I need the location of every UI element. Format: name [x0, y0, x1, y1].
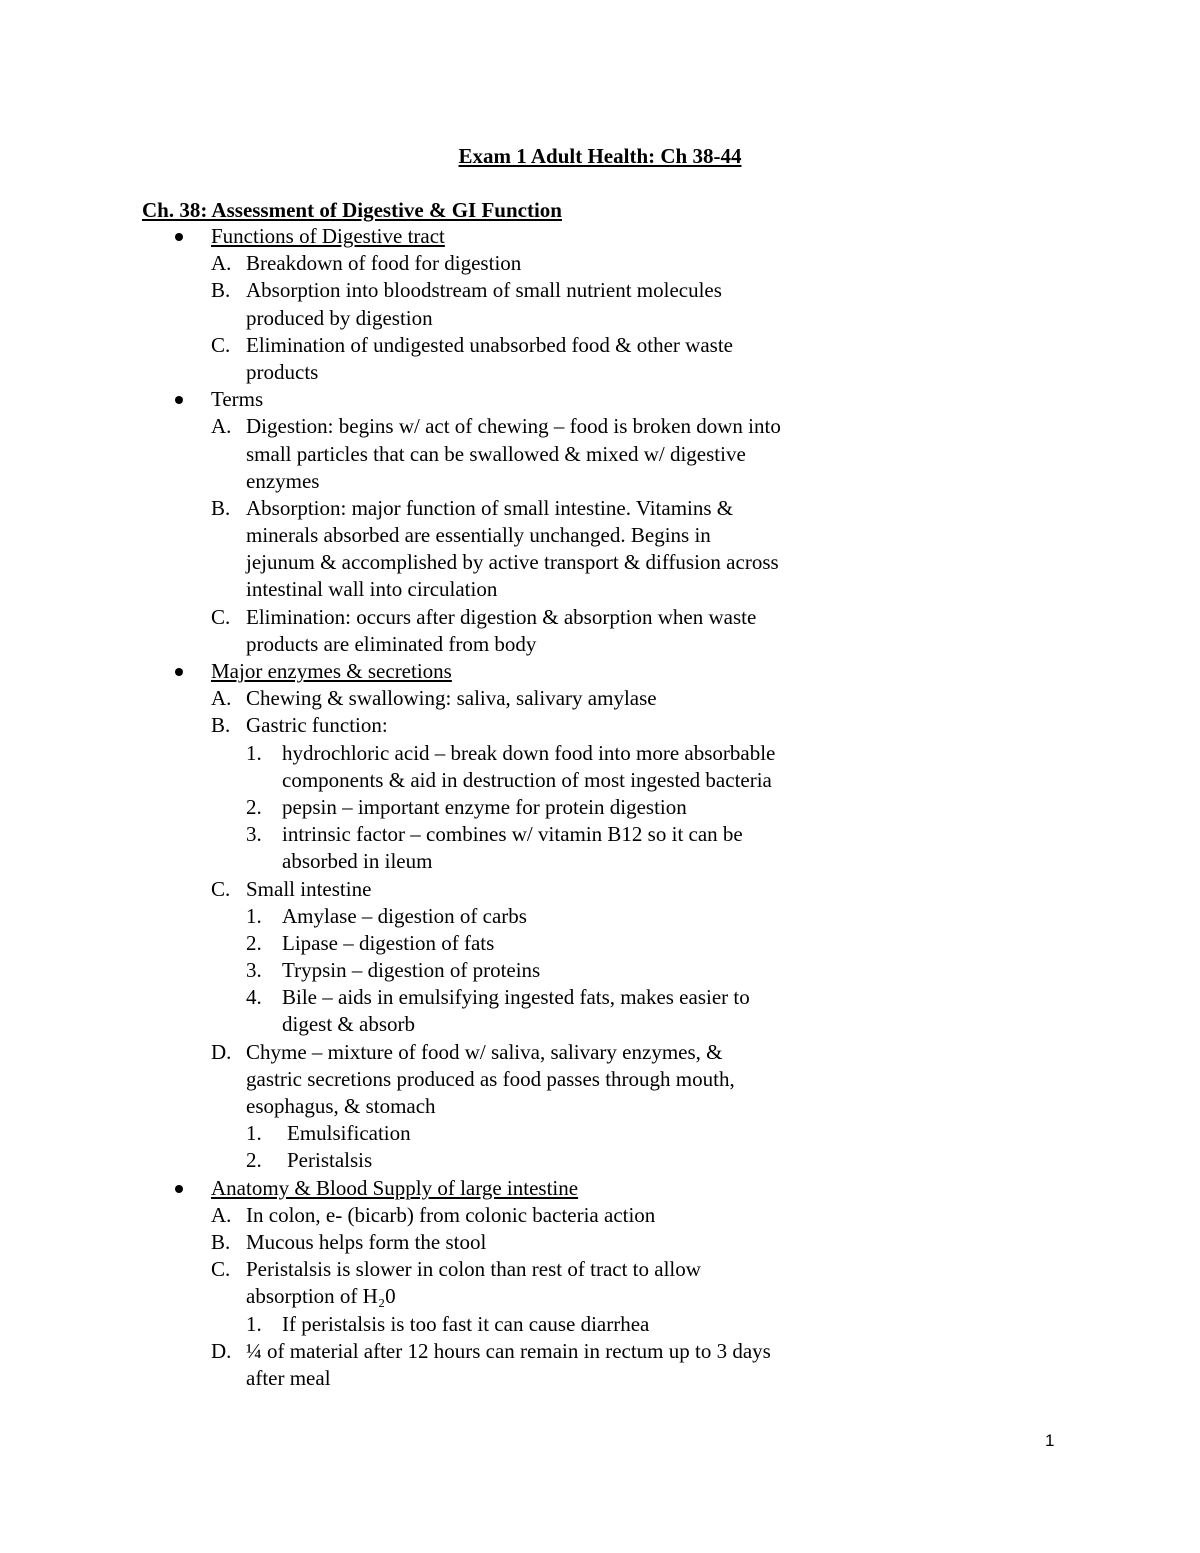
- outline-line: [0, 441, 1200, 468]
- item-text: jejunum & accomplished by active transport & diffusion across: [246, 550, 779, 575]
- outline-line: [0, 1202, 1200, 1229]
- item-marker: A.: [211, 1202, 232, 1227]
- item-marker: B.: [211, 1229, 231, 1254]
- subitem-marker: 4.: [246, 985, 262, 1010]
- bullet-icon: [175, 233, 183, 241]
- item-text: products are eliminated from body: [246, 631, 537, 656]
- subitem-text: intrinsic factor – combines w/ vitamin B12 so it can be: [282, 822, 743, 847]
- item-text: intestinal wall into circulation: [246, 577, 498, 602]
- outline-line: [0, 576, 1200, 603]
- item-text: products: [246, 359, 319, 384]
- outline-line: [0, 821, 1200, 848]
- outline-line: [0, 1311, 1200, 1338]
- outline-line: [0, 522, 1200, 549]
- outline-line: [0, 984, 1200, 1011]
- item-marker: C.: [211, 1257, 231, 1282]
- subitem-text: hydrochloric acid – break down food into more absorbable: [282, 740, 776, 765]
- item-marker: D.: [211, 1338, 232, 1363]
- chapter-heading: Ch. 38: Assessment of Digestive & GI Function: [142, 198, 562, 222]
- item-text: Chyme – mixture of food w/ saliva, salivary enzymes, &: [246, 1039, 723, 1064]
- outline-line: [0, 957, 1200, 984]
- item-text: absorption of H₂0: [246, 1284, 396, 1309]
- item-marker: B.: [211, 278, 231, 303]
- item-text: Elimination: occurs after digestion & absorption when waste: [246, 604, 757, 629]
- outline-line: [0, 413, 1200, 440]
- item-marker: B.: [211, 495, 231, 520]
- item-text: Gastric function:: [246, 713, 388, 738]
- item-marker: A.: [211, 686, 232, 711]
- outline-line: [0, 848, 1200, 875]
- section-heading: Anatomy & Blood Supply of large intestine: [211, 1175, 579, 1200]
- outline-line: [0, 930, 1200, 957]
- outline-line: [0, 1066, 1200, 1093]
- subitem-text: absorbed in ileum: [282, 849, 433, 874]
- outline-line: [0, 250, 1200, 277]
- item-marker: A.: [211, 414, 232, 439]
- subitem-marker: 1.: [246, 1121, 262, 1146]
- subitem-text: Lipase – digestion of fats: [282, 930, 495, 955]
- outline-line: [0, 549, 1200, 576]
- item-marker: C.: [211, 876, 231, 901]
- item-text: Peristalsis is slower in colon than rest of tract to allow: [246, 1257, 701, 1282]
- item-text: ¼ of material after 12 hours can remain in rectum up to 3 days: [246, 1338, 771, 1363]
- document-title: Exam 1 Adult Health: Ch 38-44: [458, 144, 742, 168]
- item-text: Digestion: begins w/ act of chewing – food is broken down into: [246, 414, 781, 439]
- item-text: Absorption: major function of small intestine. Vitamins &: [246, 495, 734, 520]
- item-text: small particles that can be swallowed & mixed w/ digestive: [246, 441, 746, 466]
- subitem-text: digest & absorb: [282, 1012, 415, 1037]
- bullet-icon: [175, 1185, 183, 1193]
- section-line: [0, 223, 1200, 250]
- subitem-text: Emulsification: [287, 1121, 411, 1146]
- subitem-marker: 1.: [246, 903, 262, 928]
- section-heading: Terms: [211, 387, 264, 412]
- outline-line: [0, 305, 1200, 332]
- item-text: Elimination of undigested unabsorbed food & other waste: [246, 332, 733, 357]
- section-line: [0, 1175, 1200, 1202]
- subitem-marker: 3.: [246, 822, 262, 847]
- section-heading: Functions of Digestive tract: [211, 224, 445, 248]
- item-marker: B.: [211, 713, 231, 738]
- outline-line: [0, 495, 1200, 522]
- item-text: produced by digestion: [246, 305, 433, 330]
- item-marker: C.: [211, 604, 231, 629]
- item-text: esophagus, & stomach: [246, 1094, 436, 1118]
- item-text: after meal: [246, 1365, 331, 1390]
- section-heading: Major enzymes & secretions: [211, 659, 452, 683]
- subitem-marker: 2.: [246, 930, 262, 955]
- item-marker: C.: [211, 332, 231, 357]
- item-text: enzymes: [246, 468, 320, 493]
- outline-line: [0, 604, 1200, 631]
- outline-line: [0, 1283, 1200, 1310]
- outline-body: [0, 223, 1200, 1392]
- item-marker: D.: [211, 1039, 232, 1064]
- item-text: In colon, e- (bicarb) from colonic bacteria action: [246, 1202, 656, 1227]
- item-text: Breakdown of food for digestion: [246, 251, 522, 276]
- subitem-text: If peristalsis is too fast it can cause diarrhea: [282, 1311, 650, 1336]
- section-line: [0, 658, 1200, 685]
- section-line: [0, 386, 1200, 413]
- outline-line: [0, 1365, 1200, 1392]
- item-text: Absorption into bloodstream of small nutrient molecules: [246, 278, 722, 303]
- bullet-icon: [175, 668, 183, 676]
- item-text: minerals absorbed are essentially unchanged. Begins in: [246, 523, 711, 548]
- subitem-marker: 1.: [246, 1311, 262, 1336]
- outline-line: [0, 767, 1200, 794]
- item-text: Small intestine: [246, 876, 372, 901]
- outline-line: [0, 1229, 1200, 1256]
- subitem-text: Amylase – digestion of carbs: [282, 903, 527, 928]
- outline-line: [0, 685, 1200, 712]
- outline-line: [0, 631, 1200, 658]
- outline-line: [0, 1011, 1200, 1038]
- bullet-icon: [175, 396, 183, 404]
- subitem-text: pepsin – important enzyme for protein digestion: [282, 794, 687, 819]
- subitem-marker: 2.: [246, 794, 262, 819]
- outline-line: [0, 712, 1200, 739]
- outline-line: [0, 740, 1200, 767]
- item-marker: A.: [211, 251, 232, 276]
- page-number: 1: [1045, 1431, 1055, 1450]
- outline-line: [0, 794, 1200, 821]
- subitem-marker: 2.: [246, 1148, 262, 1173]
- outline-line: [0, 1093, 1200, 1120]
- outline-line: [0, 903, 1200, 930]
- outline-line: [0, 1338, 1200, 1365]
- subitem-marker: 1.: [246, 740, 262, 765]
- item-text: Mucous helps form the stool: [246, 1229, 487, 1254]
- outline-line: [0, 332, 1200, 359]
- item-text: Chewing & swallowing: saliva, salivary amylase: [246, 686, 657, 711]
- subitem-marker: 3.: [246, 958, 262, 983]
- outline-line: [0, 468, 1200, 495]
- item-text: gastric secretions produced as food passes through mouth,: [246, 1066, 735, 1091]
- subitem-text: components & aid in destruction of most ingested bacteria: [282, 767, 772, 792]
- outline-line: [0, 1256, 1200, 1283]
- subitem-text: Bile – aids in emulsifying ingested fats, makes easier to: [282, 985, 750, 1010]
- outline-line: [0, 1120, 1200, 1147]
- outline-line: [0, 277, 1200, 304]
- outline-line: [0, 1039, 1200, 1066]
- subitem-text: Peristalsis: [287, 1148, 373, 1173]
- subitem-text: Trypsin – digestion of proteins: [282, 958, 541, 983]
- outline-line: [0, 876, 1200, 903]
- outline-line: [0, 1147, 1200, 1174]
- outline-line: [0, 359, 1200, 386]
